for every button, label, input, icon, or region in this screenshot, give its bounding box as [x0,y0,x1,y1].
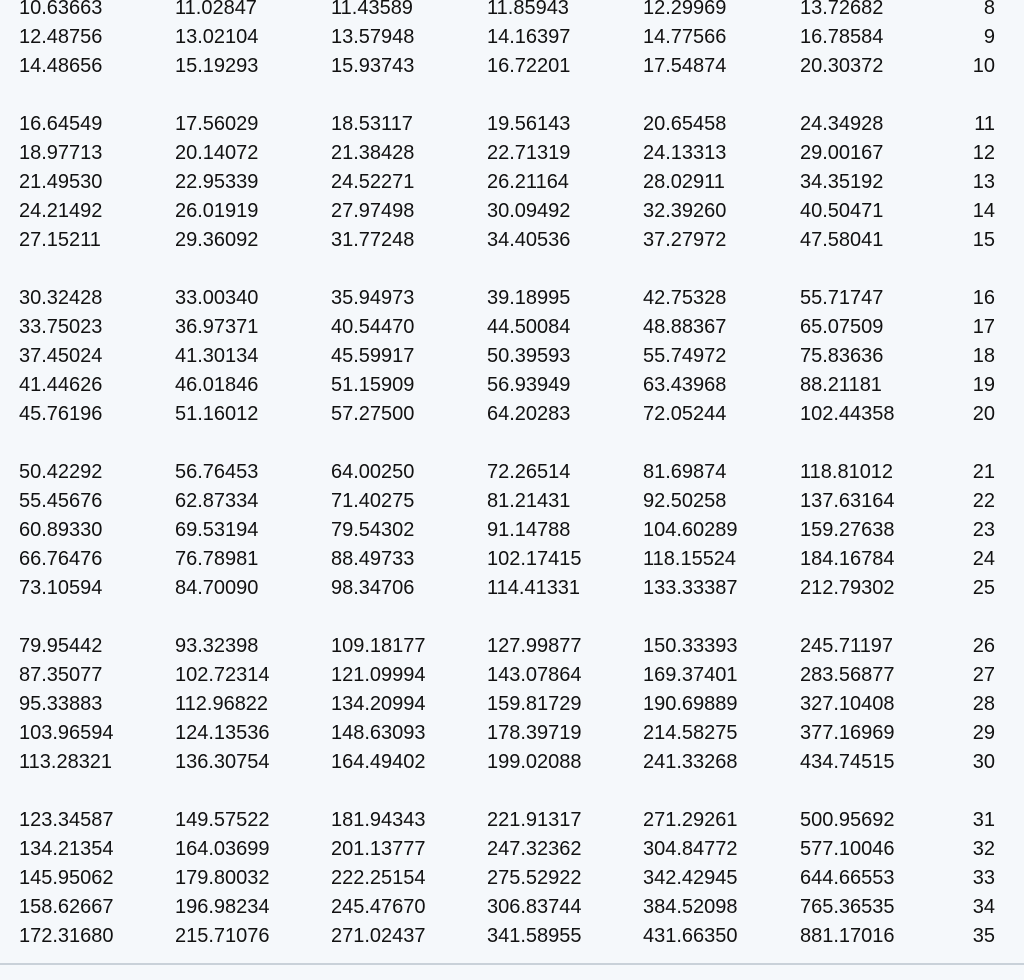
table-cell: 33.00340 [175,287,259,309]
table-cell: 124.13536 [175,722,270,744]
table-cell: 50.42292 [19,461,103,483]
table-cell: 71.40275 [331,490,415,512]
table-cell: 133.33387 [643,577,738,599]
table-cell: 40.54470 [331,316,415,338]
table-cell: 102.44358 [800,403,895,425]
period-number: 14 [972,200,995,222]
table-cell: 11.02847 [175,0,257,19]
table-cell: 33.75023 [19,316,103,338]
table-cell: 118.15524 [643,548,737,570]
table-cell: 172.31680 [19,925,114,947]
table-cell: 27.15211 [19,229,101,251]
table-cell: 40.50471 [800,200,884,222]
row-group [0,632,1024,777]
table-cell: 22.95339 [175,171,259,193]
table-cell: 37.27972 [643,229,727,251]
table-cell: 17.54874 [643,55,727,77]
table-cell: 431.66350 [643,925,738,947]
table-cell: 87.35077 [19,664,103,686]
table-cell: 76.78981 [175,548,259,570]
table-cell: 377.16969 [800,722,895,744]
table-cell: 190.69889 [643,693,738,715]
table-row [0,313,1024,342]
table-cell: 247.32362 [487,838,582,860]
table-cell: 13.02104 [175,26,259,48]
table-cell: 64.00250 [331,461,415,483]
table-cell: 199.02088 [487,751,582,773]
table-cell: 222.25154 [331,867,426,889]
table-cell: 102.17415 [487,548,582,570]
row-group [0,110,1024,255]
table-cell: 765.36535 [800,896,895,918]
row-group [0,0,1024,81]
table-cell: 11.85943 [487,0,569,19]
table-row [0,110,1024,139]
table-cell: 92.50258 [643,490,727,512]
table-cell: 72.26514 [487,461,571,483]
table-cell: 51.15909 [331,374,415,396]
table-row [0,52,1024,81]
table-row [0,487,1024,516]
period-number: 19 [972,374,995,396]
table-row [0,23,1024,52]
table-cell: 51.16012 [175,403,259,425]
table-cell: 29.00167 [800,142,884,164]
table-cell: 20.65458 [643,113,727,135]
table-cell: 24.34928 [800,113,884,135]
period-number: 29 [972,722,995,744]
table-cell: 19.56143 [487,113,571,135]
table-cell: 271.02437 [331,925,426,947]
table-cell: 20.30372 [800,55,884,77]
table-row [0,139,1024,168]
period-number: 23 [972,519,995,541]
table-cell: 184.16784 [800,548,895,570]
table-cell: 137.63164 [800,490,895,512]
table-cell: 148.63093 [331,722,426,744]
period-number: 35 [972,925,995,947]
table-cell: 18.53117 [331,113,413,135]
table-cell: 42.75328 [643,287,727,309]
table-cell: 136.30754 [175,751,270,773]
period-number: 17 [972,316,995,338]
table-cell: 215.71076 [175,925,270,947]
table-cell: 103.96594 [19,722,114,744]
bottom-divider [0,963,1024,965]
table-cell: 112.96822 [175,693,269,715]
table-row [0,661,1024,690]
table-cell: 55.71747 [800,287,884,309]
table-cell: 81.69874 [643,461,727,483]
table-cell: 201.13777 [331,838,426,860]
table-cell: 10.63663 [19,0,103,19]
table-cell: 72.05244 [643,403,727,425]
table-cell: 45.59917 [331,345,415,367]
period-number: 21 [972,461,995,483]
table-cell: 134.21354 [19,838,114,860]
table-cell: 29.36092 [175,229,259,251]
period-number: 10 [972,55,995,77]
table-cell: 214.58275 [643,722,738,744]
table-cell: 212.79302 [800,577,895,599]
table-cell: 283.56877 [800,664,895,686]
table-cell: 88.21181 [800,374,882,396]
table-row [0,545,1024,574]
period-number: 28 [972,693,995,715]
table-cell: 21.49530 [19,171,103,193]
table-cell: 13.57948 [331,26,415,48]
table-row [0,719,1024,748]
table-row [0,574,1024,603]
table-cell: 384.52098 [643,896,738,918]
period-number: 22 [972,490,995,512]
table-cell: 881.17016 [800,925,895,947]
table-cell: 11.43589 [331,0,413,19]
period-number: 20 [972,403,995,425]
table-row [0,806,1024,835]
table-cell: 179.80032 [175,867,270,889]
table-cell: 342.42945 [643,867,738,889]
table-cell: 95.33883 [19,693,103,715]
table-cell: 644.66553 [800,867,895,889]
table-cell: 66.76476 [19,548,103,570]
table-cell: 69.53194 [175,519,259,541]
table-cell: 178.39719 [487,722,582,744]
table-cell: 109.18177 [331,635,426,657]
table-cell: 241.33268 [643,751,738,773]
table-cell: 88.49733 [331,548,415,570]
period-number: 25 [972,577,995,599]
table-row [0,226,1024,255]
table-cell: 123.34587 [19,809,114,831]
table-row [0,342,1024,371]
period-number: 15 [972,229,995,251]
table-cell: 14.16397 [487,26,571,48]
table-cell: 91.14788 [487,519,571,541]
table-cell: 32.39260 [643,200,727,222]
table-cell: 149.57522 [175,809,270,831]
table-cell: 39.18995 [487,287,571,309]
table-cell: 15.19293 [175,55,259,77]
table-cell: 30.09492 [487,200,571,222]
table-cell: 56.93949 [487,374,571,396]
table-cell: 143.07864 [487,664,582,686]
period-number: 13 [972,171,995,193]
table-cell: 79.95442 [19,635,103,657]
table-row [0,197,1024,226]
table-cell: 145.95062 [19,867,114,889]
table-cell: 34.35192 [800,171,884,193]
period-number: 9 [983,26,995,48]
table-cell: 37.45024 [19,345,103,367]
table-cell: 20.14072 [175,142,259,164]
table-cell: 55.74972 [643,345,727,367]
table-cell: 50.39593 [487,345,571,367]
table-cell: 221.91317 [487,809,582,831]
table-cell: 16.72201 [487,55,571,77]
table-cell: 36.97371 [175,316,259,338]
table-cell: 14.48656 [19,55,103,77]
table-cell: 275.52922 [487,867,582,889]
table-cell: 12.48756 [19,26,103,48]
table-cell: 169.37401 [643,664,738,686]
table-cell: 102.72314 [175,664,270,686]
table-cell: 150.33393 [643,635,738,657]
period-number: 11 [974,113,995,135]
table-cell: 24.13313 [643,142,727,164]
table-cell: 64.20283 [487,403,571,425]
table-cell: 46.01846 [175,374,259,396]
table-cell: 65.07509 [800,316,884,338]
table-cell: 121.09994 [331,664,426,686]
table-cell: 79.54302 [331,519,415,541]
row-group [0,458,1024,603]
period-number: 34 [972,896,995,918]
table-cell: 75.83636 [800,345,884,367]
table-cell: 12.29969 [643,0,727,19]
table-cell: 113.28321 [19,751,113,773]
table-row [0,893,1024,922]
table-row [0,632,1024,661]
table-cell: 35.94973 [331,287,415,309]
table-cell: 21.38428 [331,142,415,164]
table-cell: 327.10408 [800,693,895,715]
table-row [0,458,1024,487]
table-cell: 93.32398 [175,635,259,657]
table-cell: 45.76196 [19,403,103,425]
table-cell: 62.87334 [175,490,259,512]
table-cell: 31.77248 [331,229,415,251]
table-cell: 181.94343 [331,809,426,831]
table-cell: 14.77566 [643,26,727,48]
period-number: 26 [972,635,995,657]
table-cell: 16.64549 [19,113,103,135]
row-group [0,806,1024,951]
table-cell: 158.62667 [19,896,114,918]
table-cell: 55.45676 [19,490,103,512]
table-cell: 73.10594 [19,577,103,599]
row-group [0,284,1024,429]
table-cell: 44.50084 [487,316,571,338]
table-cell: 159.27638 [800,519,895,541]
table-cell: 15.93743 [331,55,415,77]
table-cell: 104.60289 [643,519,738,541]
table-cell: 48.88367 [643,316,727,338]
table-cell: 56.76453 [175,461,259,483]
table-row [0,0,1024,23]
table-cell: 245.47670 [331,896,426,918]
table-cell: 245.71197 [800,635,894,657]
period-number: 33 [972,867,995,889]
table-cell: 127.99877 [487,635,582,657]
table-cell: 577.10046 [800,838,895,860]
period-number: 30 [972,751,995,773]
table-cell: 196.98234 [175,896,270,918]
table-cell: 81.21431 [487,490,571,512]
table-cell: 41.30134 [175,345,259,367]
table-cell: 18.97713 [19,142,103,164]
table-row [0,690,1024,719]
table-row [0,284,1024,313]
table-cell: 304.84772 [643,838,738,860]
period-number: 32 [972,838,995,860]
table-cell: 114.41331 [487,577,581,599]
table-cell: 118.81012 [800,461,894,483]
table-cell: 271.29261 [643,809,738,831]
period-number: 18 [972,345,995,367]
table-row [0,168,1024,197]
table-row [0,400,1024,429]
table-row [0,516,1024,545]
table-cell: 34.40536 [487,229,571,251]
period-number: 24 [972,548,995,570]
table-row [0,371,1024,400]
table-row [0,864,1024,893]
table-row [0,922,1024,951]
table-cell: 341.58955 [487,925,582,947]
table-cell: 26.01919 [175,200,259,222]
table-cell: 60.89330 [19,519,103,541]
table-cell: 57.27500 [331,403,415,425]
table-cell: 159.81729 [487,693,582,715]
table-cell: 434.74515 [800,751,895,773]
table-cell: 134.20994 [331,693,426,715]
period-number: 8 [983,0,995,19]
table-cell: 63.43968 [643,374,727,396]
table-cell: 164.49402 [331,751,426,773]
table-cell: 30.32428 [19,287,103,309]
table-cell: 164.03699 [175,838,270,860]
table-cell: 84.70090 [175,577,259,599]
period-number: 12 [972,142,995,164]
table-cell: 306.83744 [487,896,582,918]
period-number: 27 [972,664,995,686]
table-cell: 16.78584 [800,26,884,48]
table-cell: 41.44626 [19,374,103,396]
table-row [0,835,1024,864]
table-cell: 22.71319 [487,142,571,164]
period-number: 31 [972,809,995,831]
table-cell: 24.52271 [331,171,415,193]
table-cell: 27.97498 [331,200,415,222]
table-cell: 98.34706 [331,577,415,599]
table-cell: 26.21164 [487,171,569,193]
table-cell: 500.95692 [800,809,895,831]
table-cell: 17.56029 [175,113,259,135]
table-cell: 28.02911 [643,171,725,193]
table-cell: 24.21492 [19,200,103,222]
table-row [0,748,1024,777]
table-cell: 13.72682 [800,0,884,19]
table-cell: 47.58041 [800,229,884,251]
period-number: 16 [972,287,995,309]
